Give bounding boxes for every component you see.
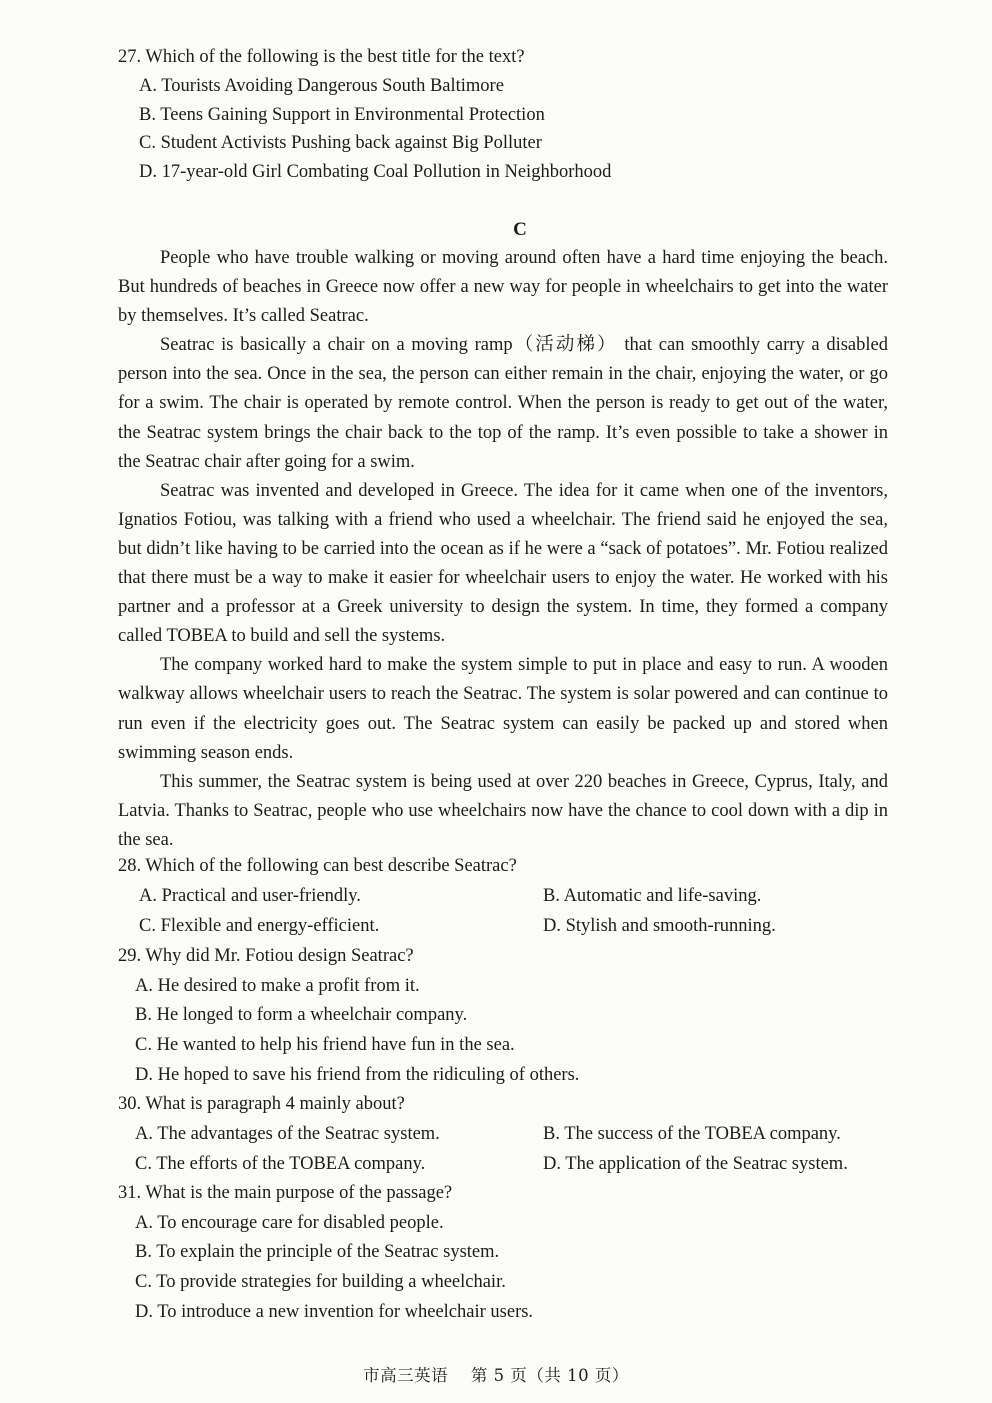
question-29-option-d: D. He hoped to save his friend from the ridiculing of others. <box>135 1065 580 1085</box>
question-27-stem: 27. Which of the following is the best title for the text? <box>118 47 525 67</box>
passage-paragraph: Seatrac is basically a chair on a moving ramp（活动梯） that can smoothly carry a disabled person into the sea. Once in the sea, the person can either remain in the chair, enjoying the water, or go for a swim. The chair is operated by remote control. When the person is ready to get out of the water, the Seatrac system brings the chair back to the top of the ramp. It’s even possible to take a shower in the Seatrac chair after going for a swim. <box>118 335 888 472</box>
question-30-option-a: A. The advantages of the Seatrac system. <box>135 1124 440 1144</box>
page-footer: 市高三英语 第 5 页（共 10 页） <box>363 1366 629 1385</box>
passage-paragraph: People who have trouble walking or moving around often have a hard time enjoying the beach. But hundreds of beaches in Greece now offer a new way for people in wheelchairs to get into the water by themselves. It’s called Seatrac. <box>118 248 888 327</box>
section-heading: C <box>513 219 527 240</box>
question-31-option-c: C. To provide strategies for building a wheelchair. <box>135 1272 506 1292</box>
question-28-option-c: C. Flexible and energy-efficient. <box>139 916 380 936</box>
question-27-option-b: B. Teens Gaining Support in Environmental Protection <box>139 105 545 125</box>
question-31-stem: 31. What is the main purpose of the passage? <box>118 1183 453 1203</box>
question-30-option-d: D. The application of the Seatrac system. <box>543 1154 848 1174</box>
question-31-option-b: B. To explain the principle of the Seatrac system. <box>135 1242 500 1262</box>
question-27-option-a: A. Tourists Avoiding Dangerous South Baltimore <box>139 76 504 96</box>
question-29-option-a: A. He desired to make a profit from it. <box>135 976 420 996</box>
question-27-option-c: C. Student Activists Pushing back against Big Polluter <box>139 133 542 153</box>
question-28-option-d: D. Stylish and smooth-running. <box>543 916 776 936</box>
question-29-option-b: B. He longed to form a wheelchair company. <box>135 1005 468 1025</box>
question-28-option-a: A. Practical and user-friendly. <box>139 886 361 906</box>
passage-paragraph: The company worked hard to make the system simple to put in place and easy to run. A wooden walkway allows wheelchair users to reach the Seatrac. The system is solar powered and can continue to run even if the electricity goes out. The Seatrac system can easily be packed up and stored when swimming season ends. <box>118 655 888 763</box>
question-30-option-c: C. The efforts of the TOBEA company. <box>135 1154 426 1174</box>
question-27-option-d: D. 17-year-old Girl Combating Coal Pollution in Neighborhood <box>139 162 612 182</box>
question-29-option-c: C. He wanted to help his friend have fun in the sea. <box>135 1035 515 1055</box>
passage-paragraph: This summer, the Seatrac system is being used at over 220 beaches in Greece, Cyprus, Italy, and Latvia. Thanks to Seatrac, people who use wheelchairs now have the chance to cool down with a dip in the sea. <box>118 771 888 850</box>
reading-passage <box>118 244 888 855</box>
question-30-option-b: B. The success of the TOBEA company. <box>543 1124 841 1144</box>
question-31-option-a: A. To encourage care for disabled people. <box>135 1213 444 1233</box>
question-31-option-d: D. To introduce a new invention for wheelchair users. <box>135 1302 534 1322</box>
passage-paragraph: Seatrac was invented and developed in Greece. The idea for it came when one of the inventors, Ignatios Fotiou, was talking with a friend who used a wheelchair. The friend said he enjoyed the sea, but didn’t like having to be carried into the ocean as if he were a “sack of potatoes”. Mr. Fotiou realized that there must be a way to make it easier for wheelchair users to enjoy the water. He worked with his partner and a professor at a Greek university to design the system. In time, they formed a company called TOBEA to build and sell the systems. <box>118 480 888 647</box>
question-28-stem: 28. Which of the following can best describe Seatrac? <box>118 856 517 876</box>
question-28-option-b: B. Automatic and life-saving. <box>543 886 762 906</box>
question-30-stem: 30. What is paragraph 4 mainly about? <box>118 1094 405 1114</box>
question-29-stem: 29. Why did Mr. Fotiou design Seatrac? <box>118 946 414 966</box>
